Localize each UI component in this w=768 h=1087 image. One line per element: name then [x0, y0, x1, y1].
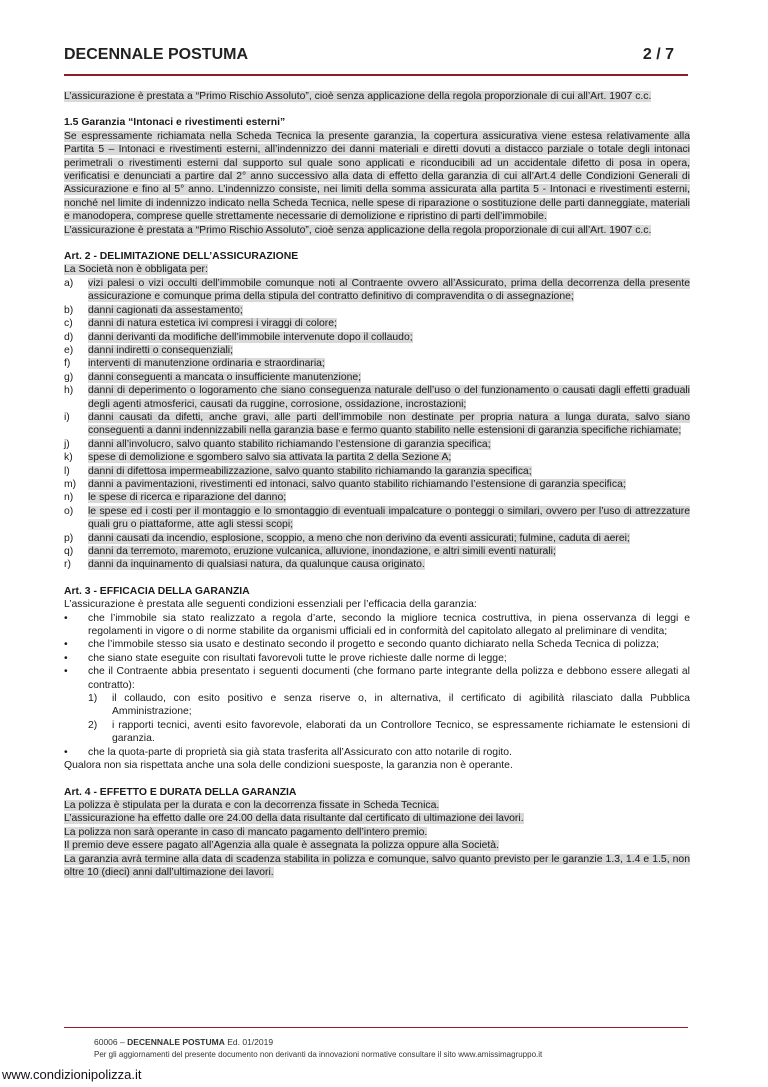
list-item: f) interventi di manutenzione ordinaria e straordinaria; — [64, 358, 325, 370]
list-item: g) danni conseguenti a mancata o insufficiente manutenzione; — [64, 371, 362, 383]
article-2-lead: La Società non è obbligata per: — [64, 264, 208, 276]
section-1-5-heading: 1.5 Garanzia “Intonaci e rivestimenti esterni” — [64, 117, 286, 129]
list-item: i) danni causati da difetti, anche gravi, alle parti dell’immobile non destinate per propria natura a lunga durata, salvo siano conseguenti a danni indennizzabili nella garanzia base e fermo quanto stabilito nelle estensioni di garanzia specifiche richiamate; — [64, 411, 690, 437]
article-4-heading: Art. 4 - EFFETTO E DURATA DELLA GARANZIA — [64, 786, 297, 798]
list-item: p) danni causati da incendio, esplosione, scoppio, a meno che non derivino da eventi assicurati; fulmine, caduta di aerei; — [64, 532, 630, 544]
bullet-icon: • — [64, 746, 68, 758]
bullet-icon: • — [64, 666, 68, 678]
header-rule — [64, 74, 688, 76]
list-item: d) danni derivanti da modifiche dell’immobile intervenute dopo il collaudo; — [64, 331, 413, 343]
article-2 — [64, 250, 690, 572]
article-4-line: La polizza è stipulata per la durata e con la decorrenza fissate in Scheda Tecnica. — [64, 799, 440, 811]
list-item: q) danni da terremoto, maremoto, eruzione vulcanica, alluvione, inondazione, e altri simili eventi naturali; — [64, 546, 556, 557]
list-item: m) danni a pavimentazioni, rivestimenti ed intonaci, salvo quanto stabilito richiamando l’estensione di garanzia specifica; — [64, 478, 626, 490]
document-title: DECENNALE POSTUMA — [64, 46, 249, 63]
section-1-5 — [64, 116, 690, 237]
article-3 — [64, 585, 690, 773]
section-1-5-closing: L’assicurazione è prestata a “Primo Rischio Assoluto”, cioè senza applicazione della regola proporzionale di cui all’Art. 1907 c.c. — [64, 224, 652, 236]
list-item: e) danni indiretti o consequenziali; — [64, 344, 233, 356]
article-4-line: La polizza non sarà operante in caso di mancato pagamento dell’intero premio. — [64, 826, 428, 838]
footer-note: Per gli aggiornamenti del presente documento non derivanti da innovazioni normative consultare il sito www.amissimagruppo.it — [94, 1050, 543, 1059]
article-4-line: La garanzia avrà termine alla data di scadenza stabilita in polizza e comunque, salvo quanto previsto per le garanzie 1.3, 1.4 e 1.5, non oltre 10 (dieci) anni dall’ultimazione dei lavori. — [64, 853, 690, 878]
list-item: j) danni all’involucro, salvo quanto stabilito richiamando l’estensione di garanzia specifica; — [64, 438, 491, 450]
bullet-item: • che l’immobile sia stato realizzato a regola d’arte, secondo la migliore tecnica costruttiva, in piena osservanza di leggi e regolamenti in vigore o di norme stabilite da organismi ufficiali ed in conformità del capitolato allegato al preliminare di vendita; — [64, 612, 690, 638]
footer-rule — [64, 1027, 688, 1028]
article-4-line: Il premio deve essere pagato all’Agenzia alla quale è assegnata la polizza oppure alla Società. — [64, 840, 499, 852]
bullet-icon: • — [64, 612, 68, 624]
list-item: h) danni di deperimento o logoramento che siano conseguenza naturale dell’uso o del funzionamento o causati dagli effetti graduali degli agenti atmosferici, causati da ruggine, corrosione, ossidazione, incrostazioni; — [64, 385, 690, 410]
article-3-heading: Art. 3 - EFFICACIA DELLA GARANZIA — [64, 585, 250, 597]
list-item: a) vizi palesi o vizi occulti dell’immobile comunque noti al Contraente ovvero all’Assicurato, prima della decorrenza della presente assicurazione e comunque prima della stipula del contratto definitivo di compravendita o di assegnazione; — [64, 277, 690, 303]
list-item: n) le spese di ricerca e riparazione del danno; — [64, 492, 287, 504]
article-4 — [64, 786, 690, 880]
list-item: k) spese di demolizione e sgombero salvo sia attivata la partita 2 della Sezione A; — [64, 452, 452, 464]
list-item: o) le spese ed i costi per il montaggio e lo smontaggio di eventuali impalcature o ponteggi o similari, ovvero per l’uso di attrezzature quali gru o piattaforme, atte agli stessi scopi; — [64, 505, 690, 531]
intro-paragraph: L’assicurazione è prestata a “Primo Rischio Assoluto”, cioè senza applicazione della regola proporzionale di cui all’Art. 1907 c.c. — [64, 91, 652, 102]
bullet-icon: • — [64, 639, 68, 651]
bullet-item: • che il Contraente abbia presentato i seguenti documenti (che formano parte integrante della polizza e debbono essere allegati al contratto): — [64, 666, 690, 691]
article-3-lead: L’assicurazione è prestata alle seguenti condizioni essenziali per l’efficacia della garanzia: — [64, 599, 477, 611]
bullet-icon: • — [64, 652, 68, 664]
document-body — [64, 90, 690, 879]
numbered-subitem: 2) i rapporti tecnici, aventi esito favorevole, elaborati da un Controllore Tecnico, se espressamente richiamate le estensioni di garanzia. — [88, 719, 690, 745]
page-number: 2 / 7 — [642, 46, 674, 63]
section-1-5-body: Se espressamente richiamata nella Scheda Tecnica la presente garanzia, la copertura assicurativa viene estesa relativamente alla Partita 5 – Intonaci e rivestimenti esterni, all’indennizzo dei danni materiali e diretti dovuti a distacco parziale o totale degli intonaci perimetrali o rivestimenti esterni dal supporto sul quale sono applicati e riconducibili ad un accidentale difetto di posa in opera, verificatisi e denunciati a partire dal 2° anno successivo alla data di effetto della garanzia di cui all’Art.4 delle Condizioni Generali di Assicurazione e fino al 5° anno. L’indennizzo consiste, nei limiti della somma assicurata alla partita 5 - Intonaci e rivestimenti esterni, nonché nel limite di indennizzo indicato nella Scheda Tecnica, nelle spese di riparazione o sostituzione delle parti danneggiate, materiali e manodopera, comprese quelle strettamente necessarie di demolizione e ripristino di parti dell’immobile. — [64, 130, 690, 223]
list-item: b) danni cagionati da assestamento; — [64, 304, 243, 316]
list-item: c) danni di natura estetica ivi compresi i viraggi di colore; — [64, 318, 337, 330]
footer-product: DECENNALE POSTUMA — [127, 1037, 225, 1047]
numbered-subitem: 1) il collaudo, con esito positivo e senza riserve o, in alternativa, il certificato di agibilità rilasciato dalla Pubblica Amministrazione; — [88, 693, 690, 718]
bullet-item: • che l’immobile stesso sia usato e destinato secondo il progetto e secondo quanto dichiarato nella Scheda Tecnica di polizza; — [64, 639, 660, 651]
watermark-url: www.condizionipolizza.it — [2, 1067, 142, 1082]
bullet-item: • che la quota-parte di proprietà sia già stata trasferita all’Assicurato con atto notarile di rogito. — [64, 746, 512, 758]
page-header — [64, 48, 674, 72]
article-4-line: L’assicurazione ha effetto dalle ore 24.00 della data risultante dal certificato di ultimazione dei lavori. — [64, 813, 524, 825]
article-2-list — [64, 277, 690, 572]
list-item: l) danni di difettosa impermeabilizzazione, salvo quanto stabilito richiamando la garanzia specifica; — [64, 465, 532, 477]
article-3-closing: Qualora non sia rispettata anche una sola delle condizioni suesposte, la garanzia non è operante. — [64, 760, 513, 772]
bullet-item: • che siano state eseguite con risultati favorevoli tutte le prove richieste dalle norme di legge; — [64, 652, 507, 664]
article-2-heading: Art. 2 - DELIMITAZIONE DELL’ASSICURAZIONE — [64, 251, 299, 263]
list-item: r) danni da inquinamento di qualsiasi natura, da qualunque causa originato. — [64, 559, 425, 571]
footer-edition: 60006 – DECENNALE POSTUMA Ed. 01/2019 — [94, 1037, 274, 1047]
